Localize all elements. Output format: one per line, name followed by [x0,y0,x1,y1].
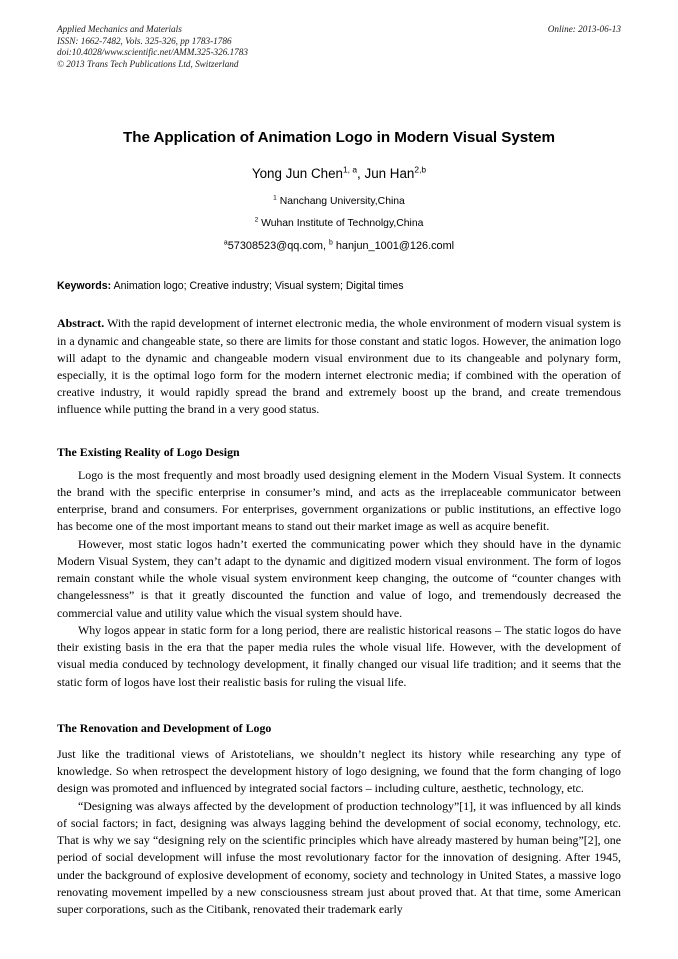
email-b: hanjun_1001@126.coml [332,240,455,253]
journal-header [57,24,621,70]
email-b-marker: b [329,239,333,247]
journal-name: Applied Mechanics and Materials [57,24,182,34]
author-name-2: Jun Han [364,166,415,182]
affiliation-1-marker: 1 [273,194,277,202]
section-heading-1: The Existing Reality of Logo Design [57,444,240,459]
keywords-line [57,253,621,293]
author-name-1: Yong Jun Chen [251,166,343,182]
affiliation-2 [57,208,621,230]
abstract-label: Abstract. [57,316,105,331]
journal-issn-line: ISSN: 1662-7482, Vols. 325-326, pp 1783-1786 [57,35,232,46]
section-heading-2: The Renovation and Development of Logo [57,720,272,735]
affiliation-2-text: Wuhan Institute of Technolgy,China [258,218,424,230]
page-content [57,24,621,918]
journal-meta-left [57,24,487,70]
author-separator: , [357,166,365,182]
author-emails [57,230,621,253]
section-1-paragraph-3: Why logos appear in static form for a long period, there are realistic historical reasons – The static logos do have their existing basis in the era that the paper media rules the whole visual life. However, with the development of visual media conduced by technology development, it finally changed our visual life tradition; and it seems that the static form of logos have lost their realistic basis for ruling the visual life. [57,622,621,689]
affiliation-2-marker: 2 [254,216,259,224]
author-1-affiliation-marker: 1, a [342,164,358,175]
abstract-text: With the rapid development of internet electronic media, the whole environment of modern visual system is in a dynamic and changeable state, so there are limits for those constant and static logos. However, the animation logo will adapt to the dynamic and changeable modern visual environment due to its changeable and polynary form, especially, it is the optimal logo form for the modern internet electronic media; if combined with the operation of creative industry, it would rapidly spread the brand and extremely boost up the brand, and create tremendous influence while putting the brand in a very good status. [57,316,621,417]
section-2-paragraph-2: “Designing was always affected by the development of production technology”[1], it was influenced by all kinds of social factors; in fact, designing was always lagging behind the development of social economy, technology, etc. That is why we say “designing rely on the scientific principles which have already mastered by human being”[2], one period of social development will infuse the most revolutionary factor for the innovation of designing. After 1945, under the background of explosive development of economy, society and technology in United States, a massive logo renovating movement impelled by a new consciousness stream just about proved that. At that time, some American super corporations, such as the Citibank, renovated their trademark early [57,798,621,917]
page-title: The Application of Animation Logo in Modern Visual System [123,129,555,147]
section-2-paragraph-1: Just like the traditional views of Aristotelians, we shouldn’t neglect its history while researching any type of knowledge. So when retrospect the development history of logo designing, we found that the form changing of logo design was promoted and influenced by integrated social factors – including culture, aesthetic, technology, etc. [57,746,621,796]
journal-doi-line: doi:10.4028/www.scientific.net/AMM.325-326.1783 [57,47,248,58]
keywords-label: Keywords: [57,280,112,293]
journal-copyright-line: © 2013 Trans Tech Publications Ltd, Switzerland [57,58,239,69]
affiliation-1-text: Nanchang University,China [276,196,405,208]
abstract-paragraph [57,293,621,418]
affiliation-1 [57,182,621,208]
email-a: 57308523@qq.com, [227,240,329,253]
keywords-text: Animation logo; Creative industry; Visual system; Digital times [111,280,404,293]
author-2-affiliation-marker: 2,b [414,164,427,175]
online-publication-date: Online: 2013-06-13 [547,24,621,34]
author-list [57,147,621,182]
section-1-paragraph-1: Logo is the most frequently and most broadly used designing element in the Modern Visual System. It connects the brand with the specific enterprise in consumer’s mind, and acts as the irreplaceable communicator between enterprise, brand and consumers. For enterprises, government organizations or public institutions, an effective logo has become one of the most important means to stand out their market image as well as acquire benefit. [57,467,621,534]
section-1-paragraph-2: However, most static logos hadn’t exerted the communicating power which they should have in the dynamic Modern Visual System, they can’t adapt to the dynamic and digitized modern visual environment. The form of logos remain constant while the whole visual system environment keep changing, the outcome of “counter changes with changelessness” is that it greatly discounted the function and value of logo, and tremendously decreased the commercial value and utility value which the visual system should have. [57,536,621,620]
email-a-marker: a [223,239,228,247]
